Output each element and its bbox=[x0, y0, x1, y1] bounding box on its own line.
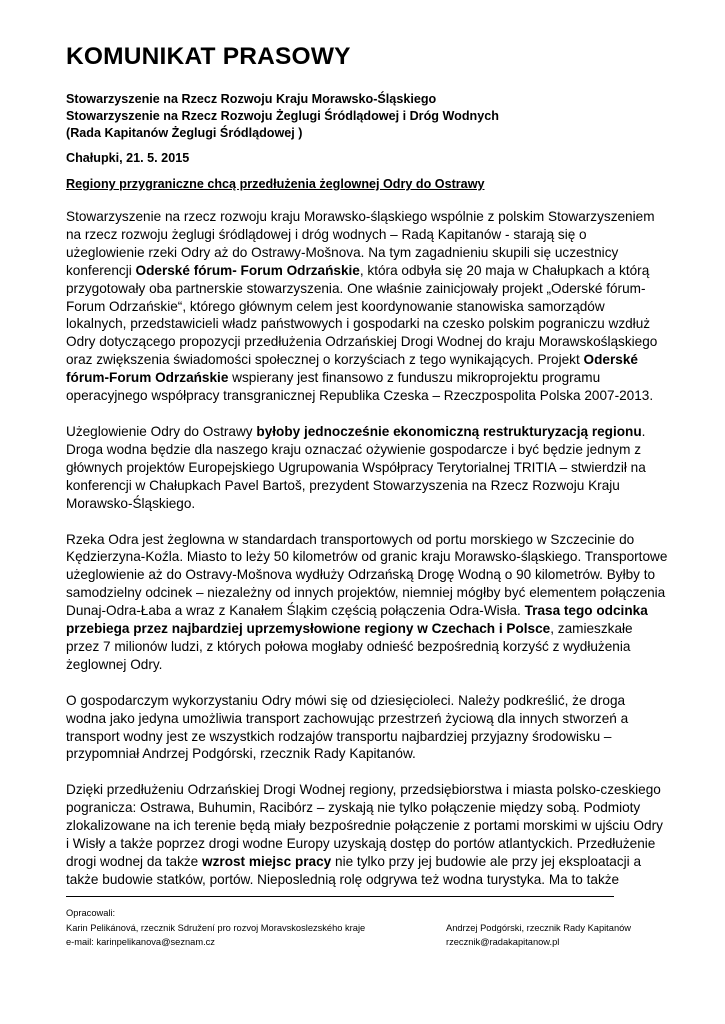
bold-text: Oderské fórum- Forum Odrzańskie bbox=[135, 262, 360, 278]
page-title: KOMUNIKAT PRASOWY bbox=[66, 43, 351, 70]
paragraph-text: Rzeka Odra jest żeglowna w standardach transportowych od portu morskiego w Szczecinie do Kędzierzyna-Koźla. Miasto to leży 50 kilometrów od granic kraju Morawsko-śląskiego. Transportowe użeglowienie aż do Ostravy-Mošnova wydłuży Odrzańską Drogę Wodną o 90 kilometrów. Byłby to samodzielny odcinek – niezależny od innych projektów, niemniej mógłby być elementem połączenia Dunaj-Odra-Łaba a wraz z Kanałem Śląkim częścią połączenia Odra-Wisła. bbox=[66, 531, 668, 619]
organization-line: (Rada Kapitanów Żeglugi Śródlądowej ) bbox=[66, 126, 303, 140]
paragraph-text: Stowarzyszenie na rzecz rozwoju kraju Morawsko-śląskiego wspólnie z polskim Stowarzyszeniem na rzecz rozwoju żeglugi śródlądowej i dróg wodnych – Radą Kapitanów - starają się o użeglowienie rzeki Odry aż do Ostrawy-Mošnova. Na tym zagadnieniu skupili się uczestnicy konferencji bbox=[66, 209, 655, 278]
footer-row bbox=[66, 935, 666, 950]
paragraph-4 bbox=[66, 692, 668, 764]
article-body bbox=[66, 208, 668, 907]
footer-divider bbox=[66, 896, 614, 897]
contact-right-email: rzecznik@radakapitanow.pl bbox=[446, 937, 560, 947]
footer-row bbox=[66, 921, 666, 936]
paragraph-text: Użeglowienie Odry do Ostrawy bbox=[66, 423, 257, 439]
paragraph-text: nie tylko przy jej budowie ale przy jej eksploatacji a także budowie statków, portów. Nieposlednią rolę odgrywa też wodna turystyka. Ma to także bbox=[66, 854, 642, 887]
contact-right-name: Andrzej Podgórski, rzecznik Rady Kapitanów bbox=[446, 922, 631, 933]
paragraph-3 bbox=[66, 531, 668, 674]
prepared-by-label: Opracowali: bbox=[66, 908, 116, 918]
paragraph-1 bbox=[66, 208, 668, 405]
bold-text: wzrost miejsc pracy bbox=[202, 854, 332, 869]
organization-line: Stowarzyszenie na Rzecz Rozwoju Żeglugi Śródlądowej i Dróg Wodnych bbox=[66, 109, 499, 123]
organization-line: Stowarzyszenie na Rzecz Rozwoju Kraju Morawsko-Śląskiego bbox=[66, 92, 437, 106]
dateline: Chałupki, 21. 5. 2015 bbox=[66, 151, 190, 165]
paragraph-text: . Droga wodna będzie dla naszego kraju oznaczać ożywienie gospodarcze i być będzie jednym z głównych projektów Europejskiego Ugrupowania Współpracy Terytorialnej TRITIA – stwierdził na konferencji w Chałupkach Pavel Bartoš, prezydent Stowarzyszenia na Rzecz Rozwoju Kraju Morawsko-Śląskiego. bbox=[66, 423, 646, 511]
footer bbox=[66, 906, 666, 950]
paragraph-text: , zamieszkałe przez 7 milionów ludzi, z których połowa mogłaby odnieść bezpośrednią korzyść z wydłużenia żeglownej Odry. bbox=[66, 621, 633, 672]
contact-left-email: e-mail: karinpelikanova@seznam.cz bbox=[66, 937, 215, 947]
bold-text: Oderské fórum-Forum Odrzańskie bbox=[66, 352, 638, 386]
bold-text: byłoby jednocześnie ekonomiczną restrukturyzacją regionu bbox=[256, 423, 642, 439]
paragraph-text: O gospodarczym wykorzystaniu Odry mówi się od dziesięcioleci. Należy podkreślić, że droga wodna jako jedyna umożliwia transport zachowując przestrzeń życiową dla innych stworzeń a transport wodny jest ze wszystkich rodzajów transportu najbardziej przyjazny środowisku – przypomniał Andrzej Podgórski, rzecznik Rady Kapitanów. bbox=[66, 692, 629, 762]
paragraph-2 bbox=[66, 423, 668, 513]
paragraph-text: Dzięki przedłużeniu Odrzańskiej Drogi Wodnej regiony, przedsiębiorstwa i miasta polsko-czeskiego pogranicza: Ostrawa, Buhumin, Racibórz – zyskają nie tylko połączenie między sobą. Podmioty zlokalizowane na ich terenie będą miały bezpośrednie połączenie z portami morskimi w ujściu Odry i Wisły a także poprzez drogi wodne Europy uzyskają dostęp do portów atlantyckich. Przedłużenie drogi wodnej da także bbox=[66, 782, 663, 869]
headline: Regiony przygraniczne chcą przedłużenia żeglownej Odry do Ostrawy bbox=[66, 177, 485, 191]
paragraph-text: , która odbyła się 20 maja w Chałupkach a którą przygotowały oba partnerskie stowarzyszenia. One właśnie zainicjowały projekt „Oderské fórum-Forum Odrzańskie“, którego głównym celem jest koordynowanie stanowiska samorządów lokalnych, przedstawicieli władz państwowych i gospodarki na czesko polskim pograniczu wzdłuż Odry dotyczącego propozycji przedłużenia Odrzańskiej Drogi Wodnej do kraju Morawskośląskiego oraz zwiększenia świadomości społecznej o korzyściach z tego wynikających. Projekt bbox=[66, 262, 658, 368]
footer-row bbox=[66, 906, 666, 921]
bold-text: Trasa tego odcinka przebiega przez najbardziej uprzemysłowione regiony w Czechach i Polsce bbox=[66, 603, 648, 637]
contact-left-name: Karin Pelikánová, rzecznik Sdružení pro rozvoj Moravskoslezského kraje bbox=[66, 922, 366, 933]
organizations-block bbox=[66, 91, 499, 142]
paragraph-5 bbox=[66, 781, 668, 888]
paragraph-text: wspierany jest finansowo z funduszu mikroprojektu programu operacyjnego współpracy transgranicznej Republika Czeska – Rzeczpospolita Polska 2007-2013. bbox=[66, 370, 654, 404]
